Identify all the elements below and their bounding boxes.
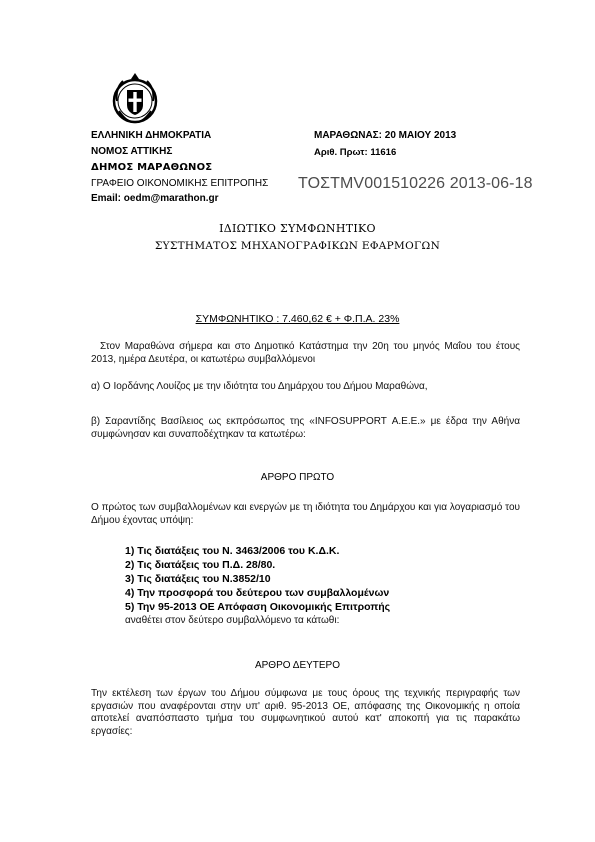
party-a-paragraph: α) Ο Ιορδάνης Λουίζος με την ιδιότητα του Δημάρχου του Δήμου Μαραθώνα, — [91, 381, 428, 392]
list-item: 2) Τις διατάξεις του Π.Δ. 28/80. — [125, 559, 276, 571]
article-1-closing: αναθέτει στον δεύτερο συμβαλλόμενο τα κάτωθι: — [125, 615, 340, 626]
article-2-text: Την εκτέλεση των έργων του Δήμου σύμφωνα με τους όρους της τεχνικής περιγραφής των εργασιών που αναφέρονται στην υπ' αριθ. 95-2013 ΟΕ, απόφασης της Οικονομικής η οποία αποτελεί αναπόσπαστο τμήμα του συμφωνητικού αυτού κατ' αποκοπή για τις παρακάτω εργασίες: — [91, 688, 520, 737]
document-subtitle: ΣΥΣΤΗΜΑΤΟΣ ΜΗΧΑΝΟΓΡΑΦΙΚΩΝ ΕΦΑΡΜΟΓΩΝ — [154, 240, 441, 252]
header-republic: ΕΛΛΗΝΙΚΗ ΔΗΜΟΚΡΑΤΙΑ — [91, 130, 212, 141]
list-item: 1) Τις διατάξεις του Ν. 3463/2006 του Κ.Δ.Κ. — [125, 545, 340, 557]
header-prefecture: ΝΟΜΟΣ ΑΤΤΙΚΗΣ — [91, 146, 173, 157]
agreement-amount: ΣΥΜΦΩΝΗΤΙΚΟ : 7.460,62 € + Φ.Π.Α. 23% — [195, 313, 400, 325]
hellenic-republic-emblem-icon — [107, 71, 163, 127]
article-1-text: Ο πρώτος των συμβαλλομένων και ενεργών με τη ιδιότητα του Δημάρχου και για λογαριασμό του Δήμου έχοντας υπόψη: — [91, 502, 520, 526]
party-b-paragraph: β) Σαραντίδης Βασίλειος ως εκπρόσωπος της «INFOSUPPORT Α.Ε.Ε.» με έδρα την Αθήνα συμφώνησαν και συναποδέχτηκαν τα κατωτέρω: — [91, 416, 520, 440]
header-office: ΓΡΑΦΕΙΟ ΟΙΚΟΝΟΜΙΚΗΣ ΕΠΙΤΡΟΠΗΣ — [91, 178, 269, 189]
header-municipality: ΔΗΜΟΣ ΜΑΡΑΘΩΝΟΣ — [91, 162, 213, 173]
intro-paragraph: Στον Μαραθώνα σήμερα και στο Δημοτικό Κατάστημα την 20η του μηνός Μαΐου του έτους 2013, ημέρα Δευτέρα, οι κατωτέρω συμβαλλόμενοι — [91, 341, 520, 365]
header-email: Email: oedm@marathon.gr — [91, 193, 219, 204]
header-protocol-number: Αριθ. Πρωτ: 11616 — [314, 147, 397, 158]
registry-stamp: ΤΟΣΤΜV001510226 2013-06-18 — [298, 175, 533, 192]
article-1-heading: ΑΡΘΡΟ ΠΡΩΤΟ — [260, 472, 335, 483]
header-date: ΜΑΡΑΘΩΝΑΣ: 20 ΜΑΙΟΥ 2013 — [314, 130, 457, 141]
list-item: 3) Τις διατάξεις του Ν.3852/10 — [125, 573, 271, 585]
list-item: 4) Την προσφορά του δεύτερου των συμβαλλομένων — [125, 587, 390, 599]
list-item: 5) Την 95-2013 ΟΕ Απόφαση Οικονομικής Επιτροπής — [125, 601, 391, 613]
article-2-heading: ΑΡΘΡΟ ΔΕΥΤΕΡΟ — [254, 660, 341, 671]
document-title: ΙΔΙΩΤΙΚΟ ΣΥΜΦΩΝΗΤΙΚΟ — [219, 222, 376, 235]
